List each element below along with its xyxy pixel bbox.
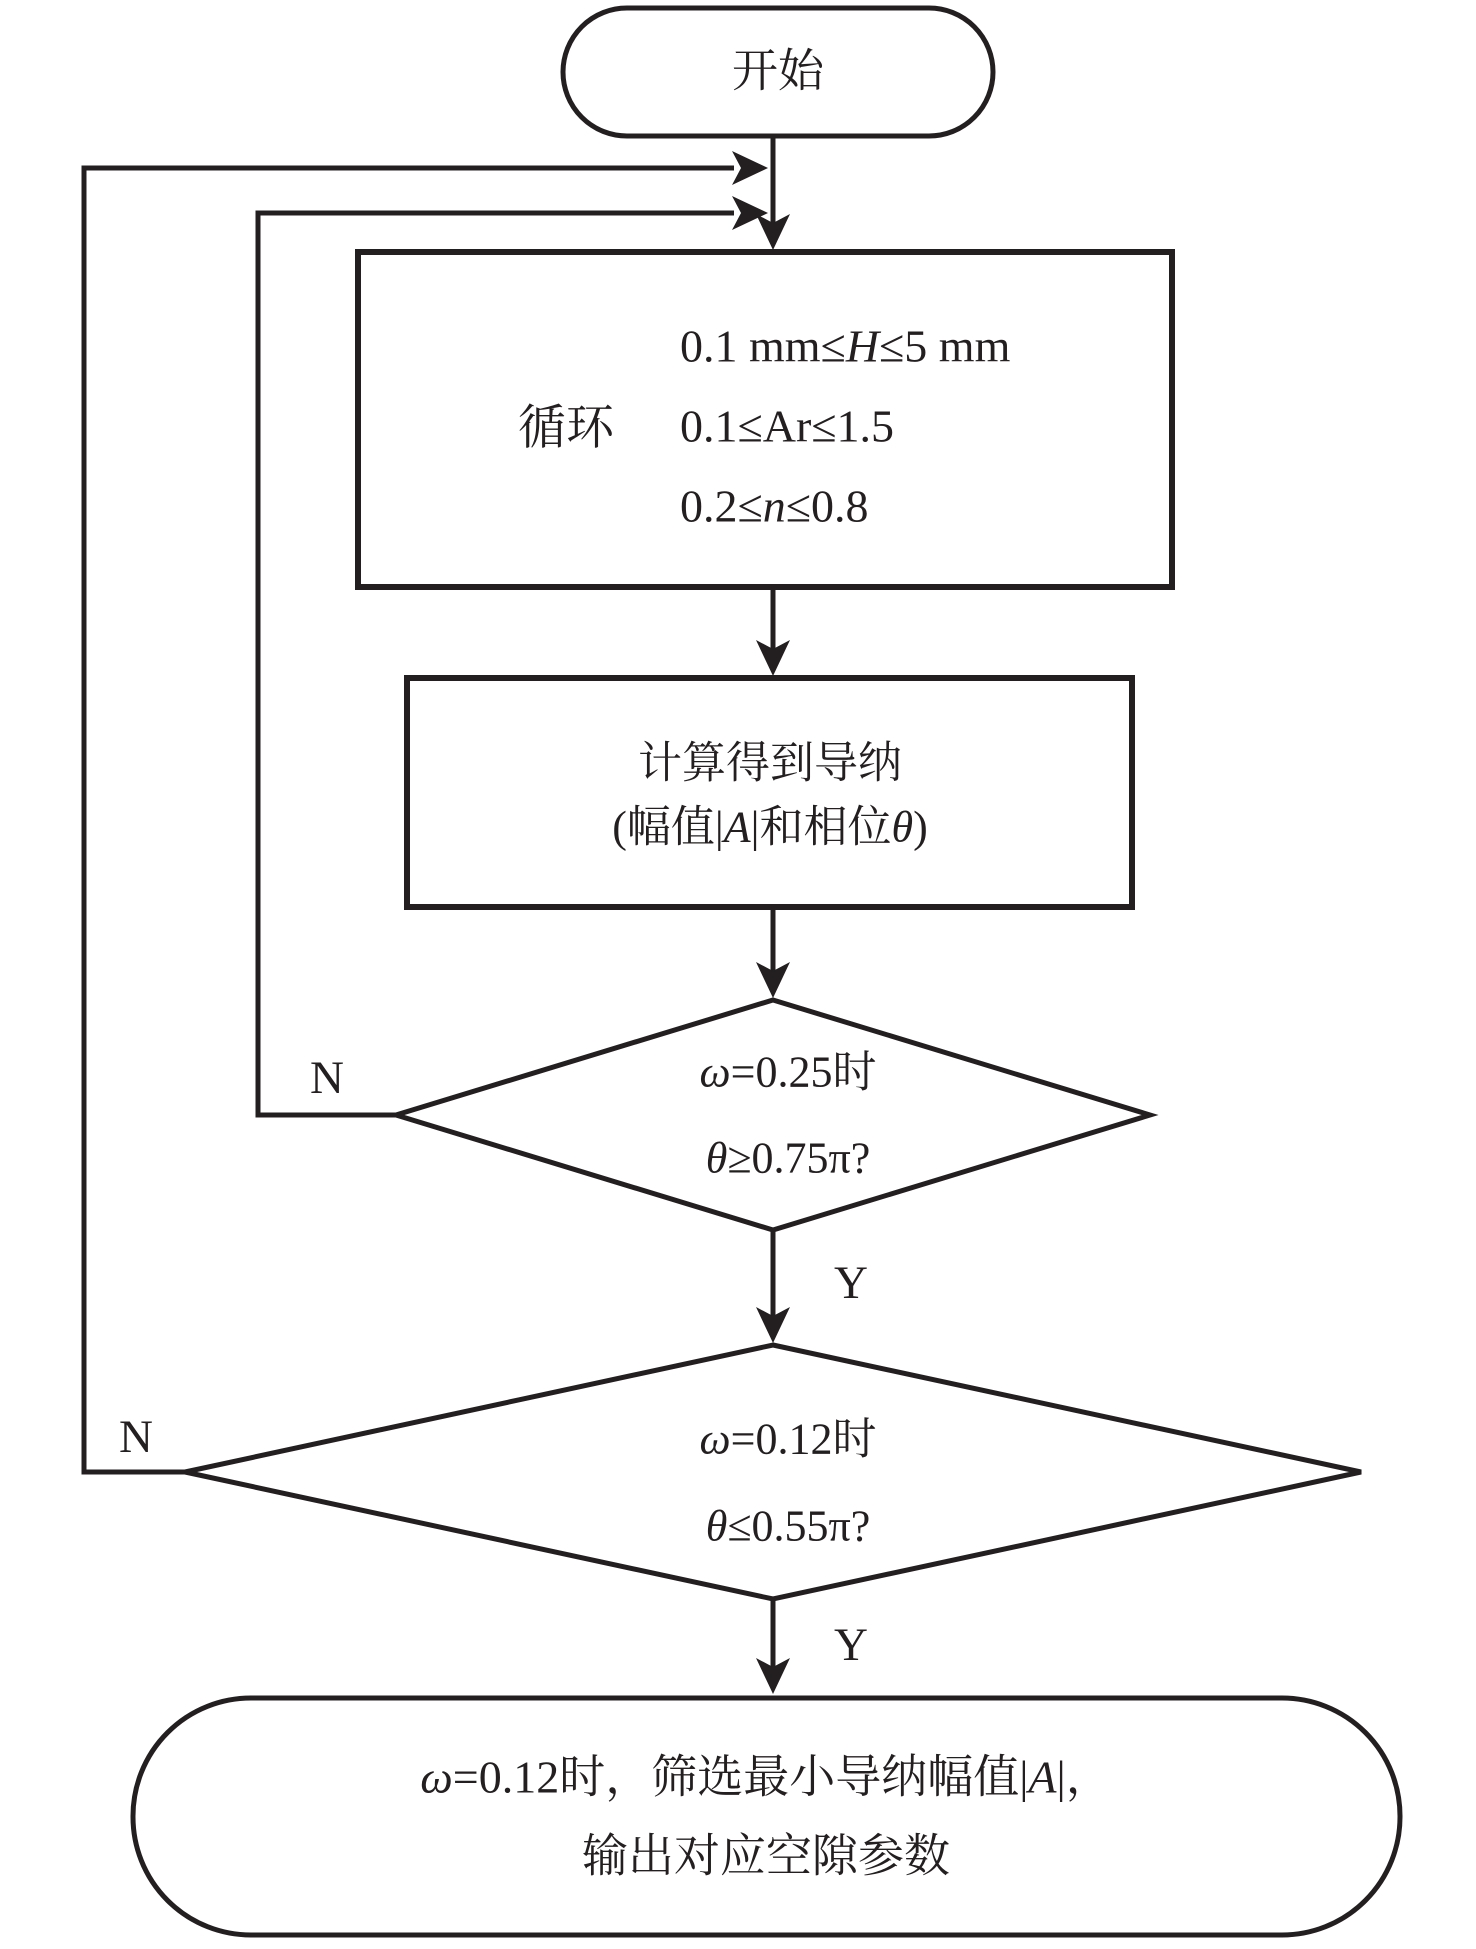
- decision2-diamond-shape: [185, 1345, 1361, 1599]
- decision1-label-line1: ω=0.25时: [699, 1047, 877, 1097]
- calc-process-shape: [407, 678, 1132, 907]
- decision1-diamond-shape: [396, 1000, 1150, 1230]
- end-terminator-shape: [133, 1698, 1400, 1935]
- loop-condition-h: 0.1 mm≤H≤5 mm: [680, 320, 1011, 372]
- decision1-no-label: N: [310, 1051, 344, 1104]
- decision1-yes-label: Y: [834, 1256, 868, 1309]
- loop-condition-n: 0.2≤n≤0.8: [680, 480, 869, 532]
- decision2-no-label: N: [119, 1410, 153, 1463]
- end-label-line1: ω=0.12时，筛选最小导纳幅值|A|，: [420, 1751, 1112, 1803]
- decision2-yes-label: Y: [834, 1618, 868, 1671]
- calc-label-line2: (幅值|A|和相位θ): [612, 802, 928, 852]
- decision1-label-line2: θ≥0.75π?: [705, 1133, 871, 1183]
- loop-side-label: 循环: [517, 401, 615, 455]
- arrowhead-decision2-no: [732, 151, 768, 185]
- start-label: 开始: [732, 45, 824, 97]
- calc-label-line1: 计算得到导纳: [638, 738, 902, 788]
- decision2-label-line2: θ≤0.55π?: [705, 1501, 871, 1551]
- end-label-line2: 输出对应空隙参数: [582, 1830, 950, 1882]
- loop-condition-ar: 0.1≤Ar≤1.5: [680, 400, 895, 452]
- decision2-label-line1: ω=0.12时: [699, 1414, 877, 1464]
